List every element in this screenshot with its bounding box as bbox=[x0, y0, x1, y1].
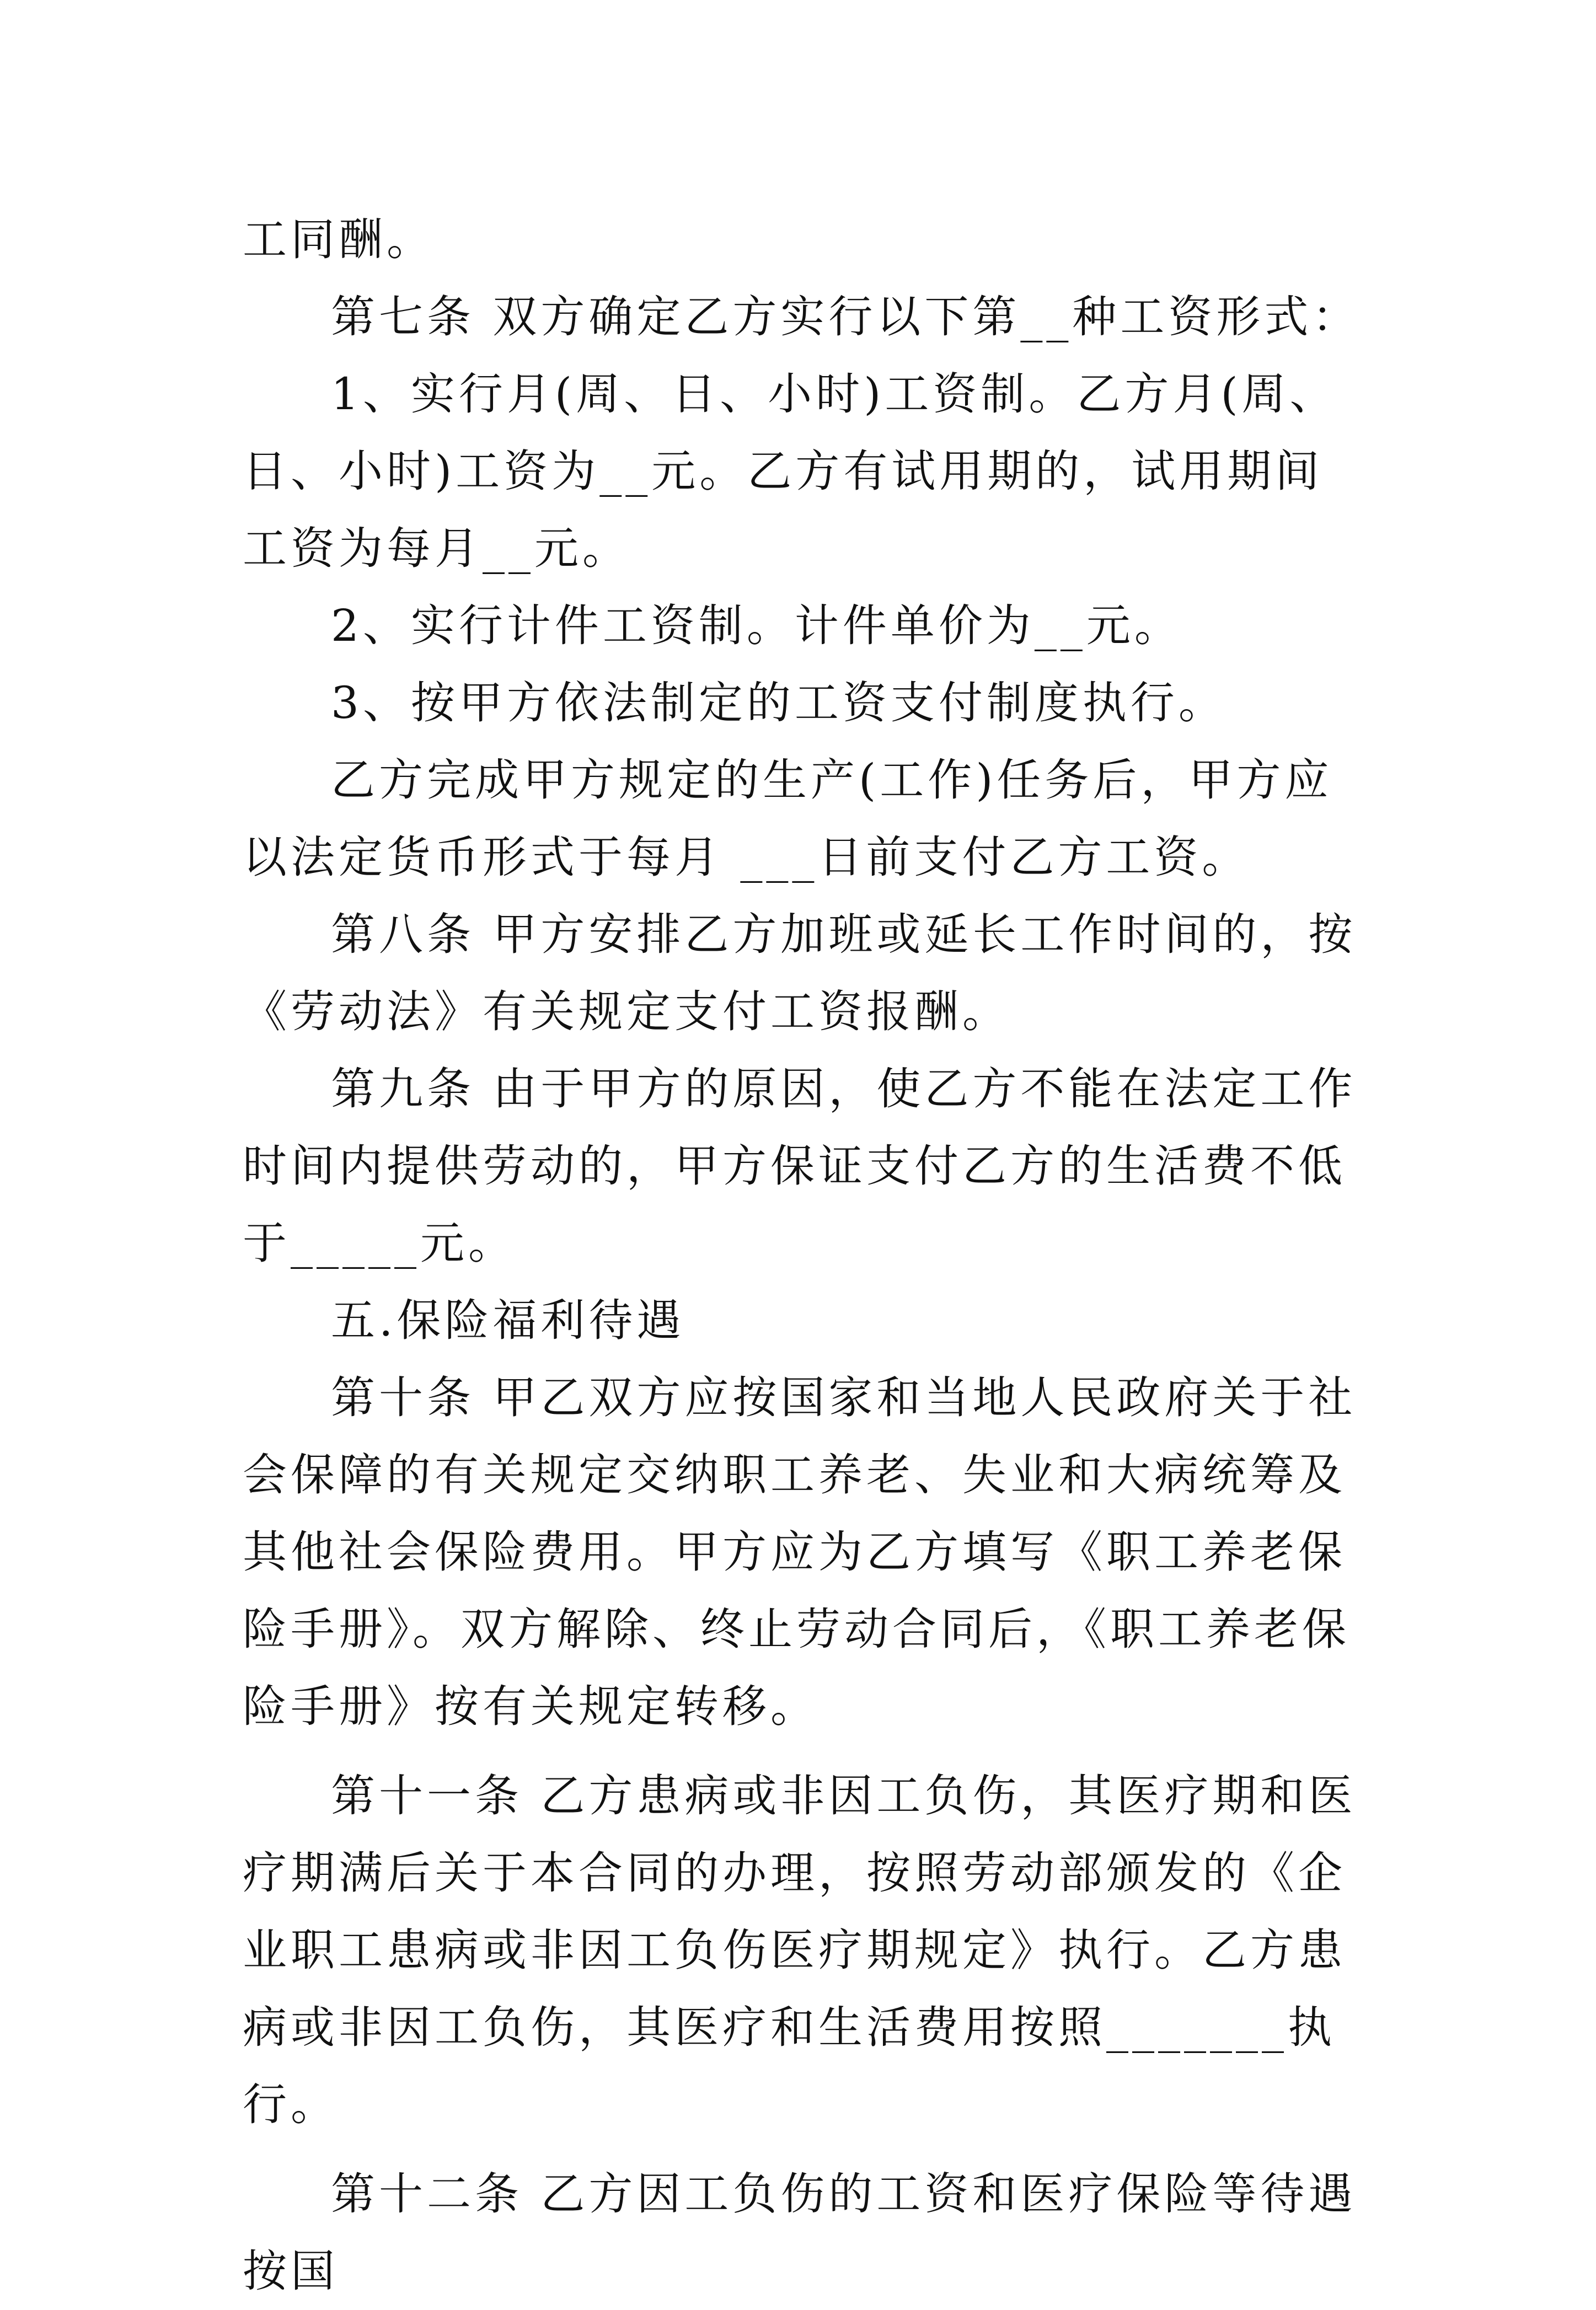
paragraph: 第十二条 乙方因工负伤的工资和医疗保险等待遇按国 bbox=[243, 2168, 1357, 2297]
section-heading: 五.保险福利待遇 bbox=[331, 1295, 685, 1346]
paragraph: 第九条 由于甲方的原因，使乙方不能在法定工作时间内提供劳动的，甲方保证支付乙方的生活费不低于_____元。 bbox=[243, 1063, 1357, 1269]
paragraph: 1、实行月(周、日、小时)工资制。乙方月(周、日、小时)工资为__元。乙方有试用期的，试用期间工资为每月__元。 bbox=[243, 368, 1338, 574]
paragraph: 工同酬。 bbox=[243, 214, 435, 265]
paragraph: 第七条 双方确定乙方实行以下第__种工资形式： bbox=[331, 291, 1361, 342]
paragraph: 第十条 甲乙双方应按国家和当地人民政府关于社会保障的有关规定交纳职工养老、失业和大病统筹及其他社会保险费用。甲方应为乙方填写《职工养老保险手册》。双方解除、终止劳动合同后，《职工养老保险手册》按有关规定转移。 bbox=[243, 1372, 1357, 1732]
paragraph: 乙方完成甲方规定的生产(工作)任务后，甲方应以法定货币形式于每月 ___日前支付乙方工资。 bbox=[243, 754, 1333, 883]
document-body bbox=[243, 201, 1368, 2310]
paragraph: 3、按甲方依法制定的工资支付制度执行。 bbox=[331, 677, 1227, 728]
paragraph: 第十一条 乙方患病或非因工负伤，其医疗期和医疗期满后关于本合同的办理，按照劳动部颁发的《企业职工患病或非因工负伤医疗期规定》执行。乙方患病或非因工负伤，其医疗和生活费用按照_______执行。 bbox=[243, 1770, 1357, 2130]
paragraph: 第八条 甲方安排乙方加班或延长工作时间的，按《劳动法》有关规定支付工资报酬。 bbox=[243, 909, 1357, 1037]
paragraph: 2、实行计件工资制。计件单价为__元。 bbox=[331, 600, 1182, 651]
